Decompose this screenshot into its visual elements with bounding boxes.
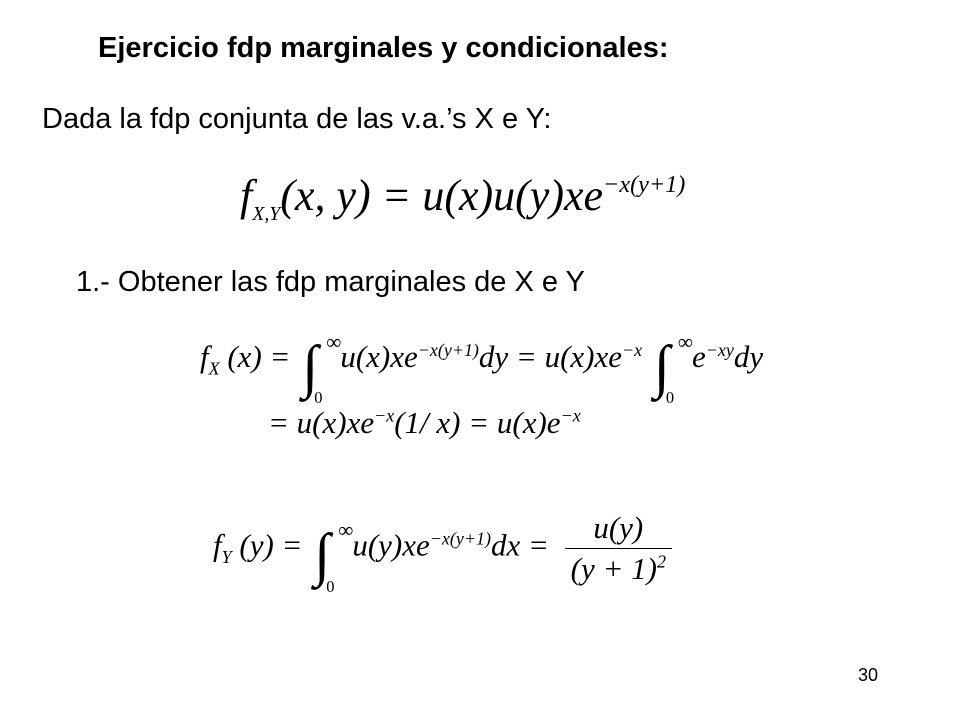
fx-exp3: −xy bbox=[705, 339, 734, 360]
fx-sub: X bbox=[208, 358, 220, 379]
joint-sub: X,Y bbox=[252, 202, 281, 225]
fy-denominator-base: (y + 1) bbox=[570, 551, 657, 586]
step-text: 1.- Obtener las fdp marginales de X e Y bbox=[76, 266, 585, 298]
joint-pdf-equation bbox=[240, 170, 685, 226]
fy-fraction bbox=[565, 510, 672, 587]
fx-f: f bbox=[200, 339, 209, 375]
fx-part2: dy = u(x)xe bbox=[478, 339, 623, 375]
fx-part3: e bbox=[692, 339, 706, 375]
fy-args: (y) = bbox=[239, 527, 303, 563]
fy-equation bbox=[213, 510, 672, 596]
fy-part1: u(y)xe bbox=[352, 527, 430, 563]
fy-exp1: −x(y+1) bbox=[429, 528, 491, 549]
integral-lower-limit-3: 0 bbox=[326, 576, 335, 596]
joint-args: (x, y) = u(x)u(y)xe bbox=[280, 171, 604, 220]
fx-part4: dy bbox=[733, 339, 764, 375]
fx-equation-line2 bbox=[268, 405, 581, 441]
joint-f: f bbox=[240, 171, 253, 220]
joint-exp: −x(y+1) bbox=[603, 170, 686, 198]
page-number: 30 bbox=[858, 665, 879, 685]
integral-symbol-1: ∫ ∞ 0 bbox=[302, 330, 342, 408]
fx-exp2: −x bbox=[622, 339, 643, 360]
fy-part2: dx = bbox=[490, 527, 549, 563]
fx-exp1: −x(y+1) bbox=[417, 339, 479, 360]
integral-upper-limit-1: ∞ bbox=[326, 330, 342, 354]
intro-text: Dada la fdp conjunta de las v.a.’s X e Y: bbox=[42, 103, 552, 135]
slide-title: Ejercicio fdp marginales y condicionales: bbox=[98, 32, 669, 64]
integral-symbol-3: ∫ ∞ 0 bbox=[314, 518, 354, 596]
fx-args: (x) = bbox=[227, 339, 291, 375]
fy-f: f bbox=[213, 527, 222, 563]
integral-lower-limit-1: 0 bbox=[314, 388, 323, 408]
fx2-exp2: −x bbox=[560, 405, 581, 426]
fy-denominator-exp: 2 bbox=[656, 551, 666, 572]
fx2-exp1: −x bbox=[374, 405, 395, 426]
fy-denominator bbox=[565, 548, 672, 587]
integral-upper-limit-3: ∞ bbox=[338, 518, 354, 543]
fx2-part1: = u(x)xe bbox=[268, 405, 375, 440]
integral-upper-limit-2: ∞ bbox=[677, 330, 693, 354]
integral-symbol-2: ∫ ∞ 0 bbox=[653, 330, 693, 408]
fx2-part2: (1/ x) = u(x)e bbox=[394, 405, 561, 440]
fy-sub: Y bbox=[221, 546, 232, 567]
fx-part1: u(x)xe bbox=[340, 339, 418, 375]
integral-lower-limit-2: 0 bbox=[665, 388, 675, 408]
fx-equation-line1 bbox=[200, 330, 764, 408]
fy-numerator: u(y) bbox=[593, 510, 644, 545]
